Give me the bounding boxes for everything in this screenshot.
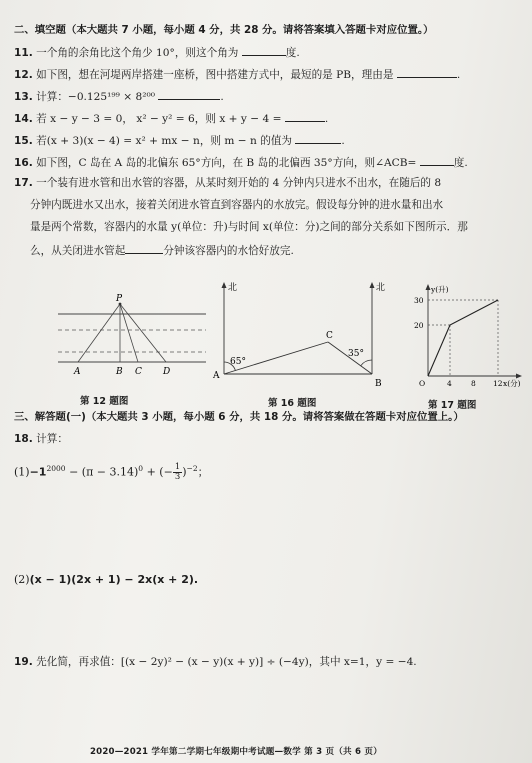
exponent: 0 bbox=[138, 464, 144, 473]
question-end: . bbox=[341, 135, 345, 147]
figure-16 bbox=[212, 280, 394, 388]
tick-x4: 4 bbox=[447, 379, 452, 388]
fraction-numerator: 1 bbox=[174, 462, 181, 473]
question-18 bbox=[14, 433, 68, 446]
label-a: A bbox=[213, 371, 220, 381]
label-c: C bbox=[326, 331, 333, 341]
label-d: D bbox=[163, 367, 171, 377]
question-text: 如下图，想在河堤两岸搭建一座桥，图中搭建方式中，最短的是 PB，理由是 bbox=[36, 69, 394, 81]
section2-header: 二、填空题（本大题共 7 小题，每小题 4 分，共 28 分。请将答案填入答题卡对应位置。） bbox=[14, 24, 434, 36]
part-label: (2) bbox=[14, 573, 30, 586]
question-number: 12. bbox=[14, 69, 33, 81]
question-12 bbox=[14, 67, 460, 82]
expr: −1 bbox=[29, 465, 47, 479]
section3-header: 三、解答题(一)（本大题共 3 小题，每小题 6 分，共 18 分。请将答案做在答题卡对应位置上。） bbox=[14, 411, 464, 423]
question-end: 度. bbox=[453, 157, 468, 169]
north-label-b: 北 bbox=[376, 283, 386, 293]
question-end: . bbox=[456, 69, 461, 81]
question-number: 19. bbox=[14, 656, 33, 668]
expr: ) bbox=[182, 465, 187, 479]
figure-17 bbox=[400, 282, 526, 390]
figure-17-caption: 第 17 题图 bbox=[428, 400, 477, 411]
segment-pa bbox=[78, 304, 120, 362]
answer-blank[interactable] bbox=[285, 111, 325, 122]
label-b: B bbox=[375, 379, 382, 388]
question-16 bbox=[14, 155, 468, 170]
label-a: A bbox=[74, 367, 81, 377]
question-text: 计算： bbox=[36, 433, 68, 445]
question-19 bbox=[14, 656, 417, 669]
fraction-denominator: 3 bbox=[174, 472, 181, 483]
question-number: 13. bbox=[14, 91, 33, 103]
question-15 bbox=[14, 133, 345, 148]
question-17-line2: 分钟内既进水又出水，接着关闭进水管直到容器内的水放完。假设每分钟的进水量和出水 bbox=[30, 199, 444, 211]
expr: (x − 1)(2x + 1) − 2x(x + 2). bbox=[29, 573, 199, 586]
question-18-part1 bbox=[14, 462, 209, 482]
question-text: 分钟该容器内的水恰好放完. bbox=[163, 245, 294, 257]
page-footer: 2020—2021 学年第二学期七年级期中考试题—数学 第 3 页（共 6 页） bbox=[90, 747, 382, 757]
label-b: B bbox=[116, 367, 123, 377]
expr: + (− bbox=[146, 465, 173, 479]
question-number: 14. bbox=[14, 113, 33, 125]
tick-y20: 20 bbox=[414, 321, 424, 330]
y-axis-label: y(升) bbox=[431, 285, 449, 294]
question-text: 若 x − y − 3 = 0， x² − y² = 6，则 x + y − 4 = bbox=[36, 113, 282, 125]
label-c: C bbox=[135, 367, 142, 377]
origin-label: O bbox=[419, 379, 426, 388]
answer-blank[interactable] bbox=[295, 133, 341, 144]
question-end: . bbox=[220, 91, 224, 103]
question-text: 先化简，再求值：[(x − 2y)² − (x − y)(x + y)] ÷ (−4y)，其中 x=1，y = −4. bbox=[36, 656, 417, 668]
figure-12-caption: 第 12 题图 bbox=[80, 396, 129, 407]
figure-16-caption: 第 16 题图 bbox=[268, 398, 317, 409]
tick-x8: 8 bbox=[471, 379, 476, 388]
question-text: 一个角的余角比这个角少 10°，则这个角为 bbox=[36, 47, 239, 59]
answer-blank[interactable] bbox=[420, 155, 454, 166]
north-label-a: 北 bbox=[228, 283, 238, 293]
question-end: . bbox=[324, 113, 329, 125]
fraction bbox=[173, 463, 182, 482]
question-end: 度. bbox=[285, 47, 300, 59]
question-number: 11. bbox=[14, 47, 33, 59]
angle-label-35: 35° bbox=[348, 349, 364, 359]
answer-blank[interactable] bbox=[397, 67, 457, 78]
north-arrow-icon bbox=[370, 282, 375, 288]
segment-pc bbox=[120, 304, 138, 362]
answer-blank[interactable] bbox=[242, 45, 286, 56]
label-p: P bbox=[116, 294, 123, 304]
question-text: 一个装有进水管和出水管的容器，从某时刻开始的 4 分钟内只进水不出水，在随后的 8 bbox=[36, 177, 442, 189]
question-17-line4 bbox=[30, 243, 294, 258]
angle-label-65: 65° bbox=[230, 357, 246, 367]
question-13 bbox=[14, 89, 224, 104]
exponent: −2 bbox=[186, 464, 198, 473]
arrow-icon bbox=[516, 374, 522, 379]
expr: − (π − 3.14) bbox=[69, 465, 139, 479]
answer-blank[interactable] bbox=[125, 243, 163, 254]
question-text: 若(x + 3)(x − 4) = x² + mx − n，则 m − n 的值为 bbox=[36, 135, 293, 147]
question-18-part2 bbox=[14, 573, 198, 586]
question-17-line3: 量是两个常数，容器内的水量 y(单位：升)与时间 x(单位：分)之间的部分关系如下图所示．那 bbox=[30, 221, 468, 233]
exponent: 2000 bbox=[46, 464, 66, 473]
question-number: 17. bbox=[14, 177, 33, 189]
expr: ； bbox=[197, 465, 209, 479]
question-number: 15. bbox=[14, 135, 33, 147]
segment-pd bbox=[120, 304, 166, 362]
tick-x12: 12 bbox=[493, 379, 503, 388]
question-text: 如下图，C 岛在 A 岛的北偏东 65°方向，在 B 岛的北偏西 35°方向，则∠ACB= bbox=[36, 157, 417, 169]
north-arrow-icon bbox=[222, 282, 227, 288]
question-number: 18. bbox=[14, 433, 33, 445]
part-label: (1) bbox=[14, 465, 30, 479]
arrow-icon bbox=[426, 284, 431, 290]
question-text: 计算：−0.125¹⁹⁹ × 8²⁰⁰ bbox=[36, 91, 155, 103]
tick-y30: 30 bbox=[414, 296, 424, 305]
angle-arc-b bbox=[361, 360, 372, 366]
figure-12 bbox=[58, 292, 208, 384]
x-axis-label: x(分) bbox=[503, 379, 521, 388]
question-14 bbox=[14, 111, 328, 126]
question-17-line1 bbox=[14, 177, 441, 190]
answer-blank[interactable] bbox=[158, 89, 220, 100]
question-text: 么，从关闭进水管起 bbox=[30, 245, 126, 257]
question-11 bbox=[14, 45, 300, 60]
water-volume-line bbox=[428, 300, 498, 376]
bleed-through-text bbox=[300, 505, 410, 520]
question-number: 16. bbox=[14, 157, 33, 169]
